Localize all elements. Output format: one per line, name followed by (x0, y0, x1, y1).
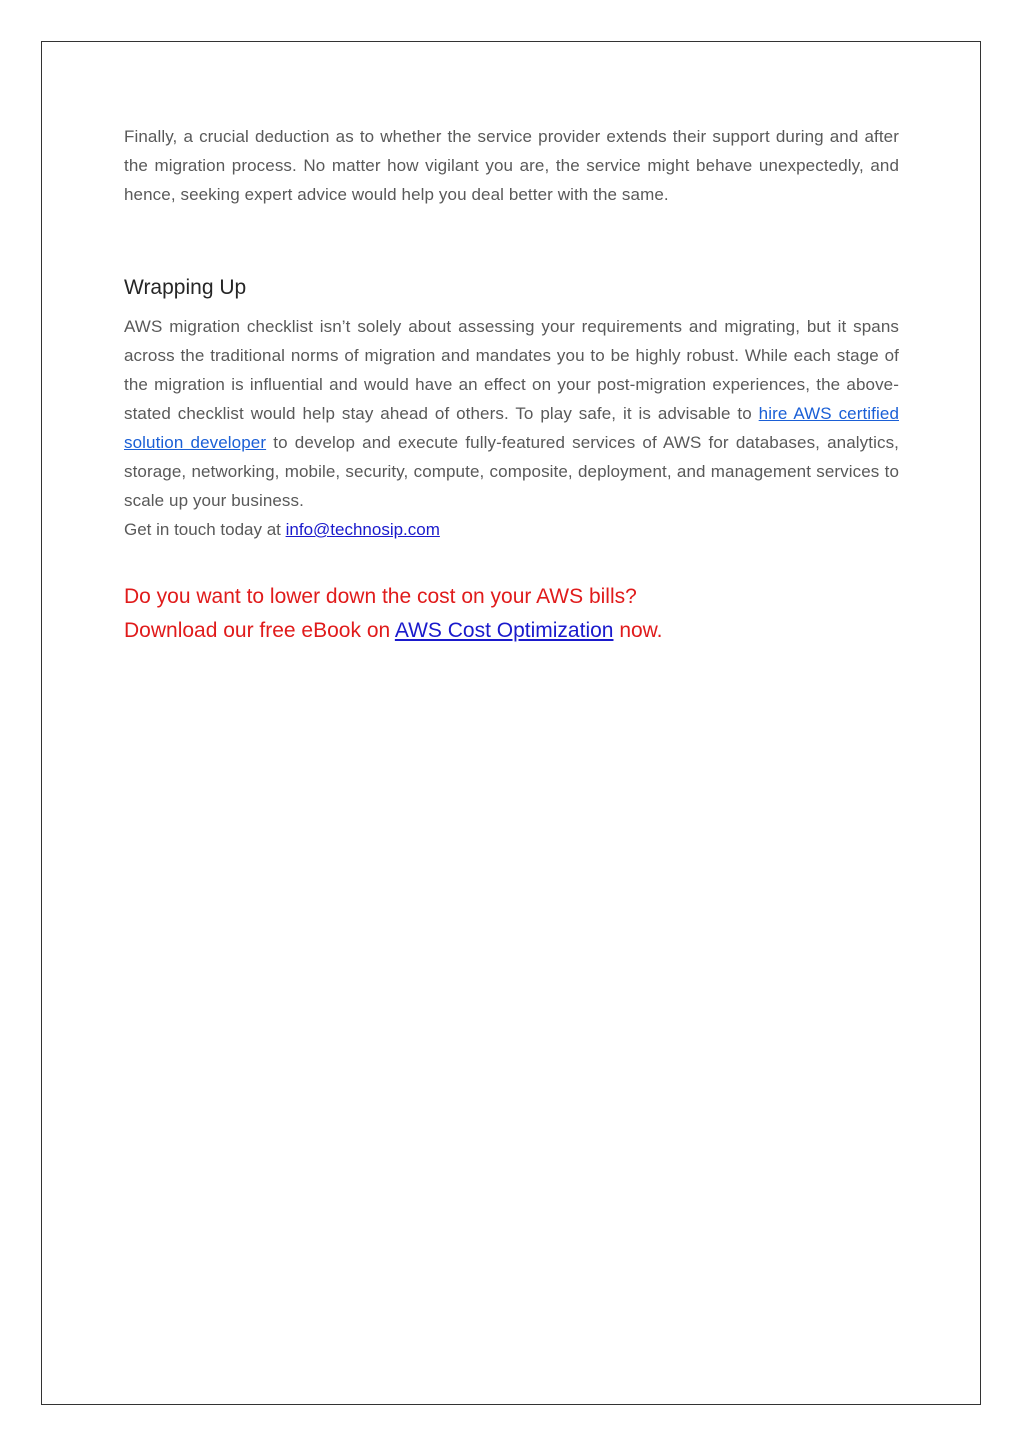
section-heading-wrapping-up: Wrapping Up (124, 276, 247, 299)
document-content (124, 122, 899, 648)
contact-prefix: Get in touch today at (124, 520, 286, 539)
cta-download-prefix: Download our free eBook on (124, 619, 395, 642)
contact-email-link[interactable]: info@technosip.com (285, 520, 440, 539)
aws-cost-optimization-link[interactable]: AWS Cost Optimization (394, 619, 614, 642)
cta-question: Do you want to lower down the cost on your AWS bills? (124, 585, 637, 608)
intro-paragraph: Finally, a crucial deduction as to whether the service provider extends their support during and after the migration process. No matter how vigilant you are, the service might behave unexpectedly, and hence, seeking expert advice would help you deal better with the same. (124, 127, 899, 204)
contact-line (124, 515, 899, 544)
cta-download-suffix: now. (613, 619, 663, 642)
cta-download-line (124, 614, 899, 648)
wrapping-up-paragraph (124, 312, 899, 515)
call-to-action (124, 580, 899, 648)
paragraph-text-after-link: to develop and execute fully-featured services of AWS for databases, analytics, storage, networking, mobile, security, compute, composite, deployment, and management services to scale up your business. (124, 433, 899, 510)
hire-aws-developer-link[interactable]: hire AWS certified solution developer (124, 404, 899, 452)
paragraph-text-before-link: AWS migration checklist isn’t solely about assessing your requirements and migrating, but it spans across the traditional norms of migration and mandates you to be highly robust. While each stage of the migration is influential and would have an effect on your post-migration experiences, the above-stated checklist would help stay ahead of others. To play safe, it is advisable to (124, 317, 899, 423)
